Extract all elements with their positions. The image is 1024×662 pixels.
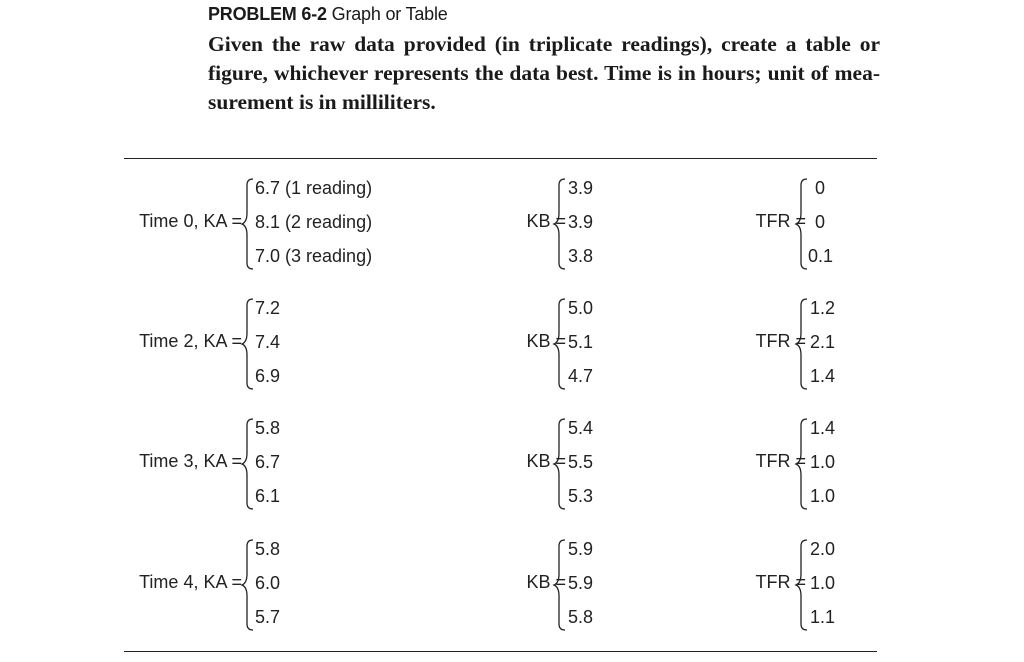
tfr-reading: 1.4	[810, 366, 836, 386]
kb-reading: 5.4	[568, 418, 594, 438]
problem-number: PROBLEM 6-2	[208, 4, 327, 24]
tfr-reading: 1.0	[810, 573, 836, 593]
kb-reading: 5.3	[568, 486, 594, 506]
problem-heading	[208, 4, 448, 25]
tfr-reading: 0.1	[808, 246, 834, 266]
table-bottom-rule	[124, 651, 877, 652]
table-top-rule	[124, 158, 877, 159]
tfr-reading: 0	[814, 178, 825, 198]
tfr-label: TFR =	[755, 451, 806, 471]
kb-label: KB =	[526, 331, 566, 351]
tfr-group	[0, 416, 1024, 512]
tfr-reading: 0	[814, 212, 825, 232]
ka-reading: 6.1	[255, 486, 281, 506]
ka-reading: 7.4	[255, 332, 281, 352]
tfr-reading: 1.1	[810, 607, 836, 627]
ka-label: Time 0, KA =	[139, 211, 242, 231]
kb-reading: 5.1	[568, 332, 594, 352]
prompt-line-1: Given the raw data provided (in triplicate readings), create a table or	[208, 32, 880, 56]
tfr-group	[0, 176, 1024, 272]
curly-brace-icon	[795, 537, 809, 633]
kb-reading: 5.8	[568, 607, 594, 627]
tfr-reading: 1.4	[810, 418, 836, 438]
kb-reading: 4.7	[568, 366, 594, 386]
prompt-line-3: surement is in milliliters.	[208, 90, 436, 114]
problem-title: Graph or Table	[331, 4, 448, 24]
ka-reading: 5.8	[255, 418, 281, 438]
ka-reading: 6.7 (1 reading)	[255, 178, 373, 198]
curly-brace-icon	[795, 416, 809, 512]
ka-reading: 8.1 (2 reading)	[255, 212, 373, 232]
tfr-label: TFR =	[755, 211, 806, 231]
kb-label: KB =	[526, 451, 566, 471]
ka-reading: 6.7	[255, 452, 281, 472]
kb-reading: 3.9	[568, 178, 594, 198]
ka-reading: 6.0	[255, 573, 281, 593]
tfr-reading: 2.1	[810, 332, 836, 352]
tfr-group	[0, 537, 1024, 633]
tfr-reading: 1.0	[810, 486, 836, 506]
curly-brace-icon	[795, 176, 809, 272]
tfr-label: TFR =	[755, 331, 806, 351]
ka-reading: 7.0 (3 reading)	[255, 246, 373, 266]
kb-label: KB =	[526, 572, 566, 592]
kb-label: KB =	[526, 211, 566, 231]
tfr-reading: 1.0	[810, 452, 836, 472]
tfr-reading: 1.2	[810, 298, 836, 318]
kb-reading: 5.9	[568, 573, 594, 593]
kb-reading: 5.0	[568, 298, 594, 318]
ka-reading: 6.9	[255, 366, 281, 386]
tfr-reading: 2.0	[810, 539, 836, 559]
ka-label: Time 2, KA =	[139, 331, 242, 351]
tfr-label: TFR =	[755, 572, 806, 592]
ka-reading: 5.8	[255, 539, 281, 559]
ka-reading: 7.2	[255, 298, 281, 318]
ka-label: Time 4, KA =	[139, 572, 242, 592]
kb-reading: 5.5	[568, 452, 594, 472]
kb-reading: 5.9	[568, 539, 594, 559]
ka-label: Time 3, KA =	[139, 451, 242, 471]
curly-brace-icon	[795, 296, 809, 392]
ka-reading: 5.7	[255, 607, 281, 627]
problem-prompt	[208, 30, 880, 117]
prompt-line-2: figure, whichever represents the data best. Time is in hours; unit of mea-	[208, 61, 880, 85]
kb-reading: 3.9	[568, 212, 594, 232]
tfr-group	[0, 296, 1024, 392]
kb-reading: 3.8	[568, 246, 594, 266]
